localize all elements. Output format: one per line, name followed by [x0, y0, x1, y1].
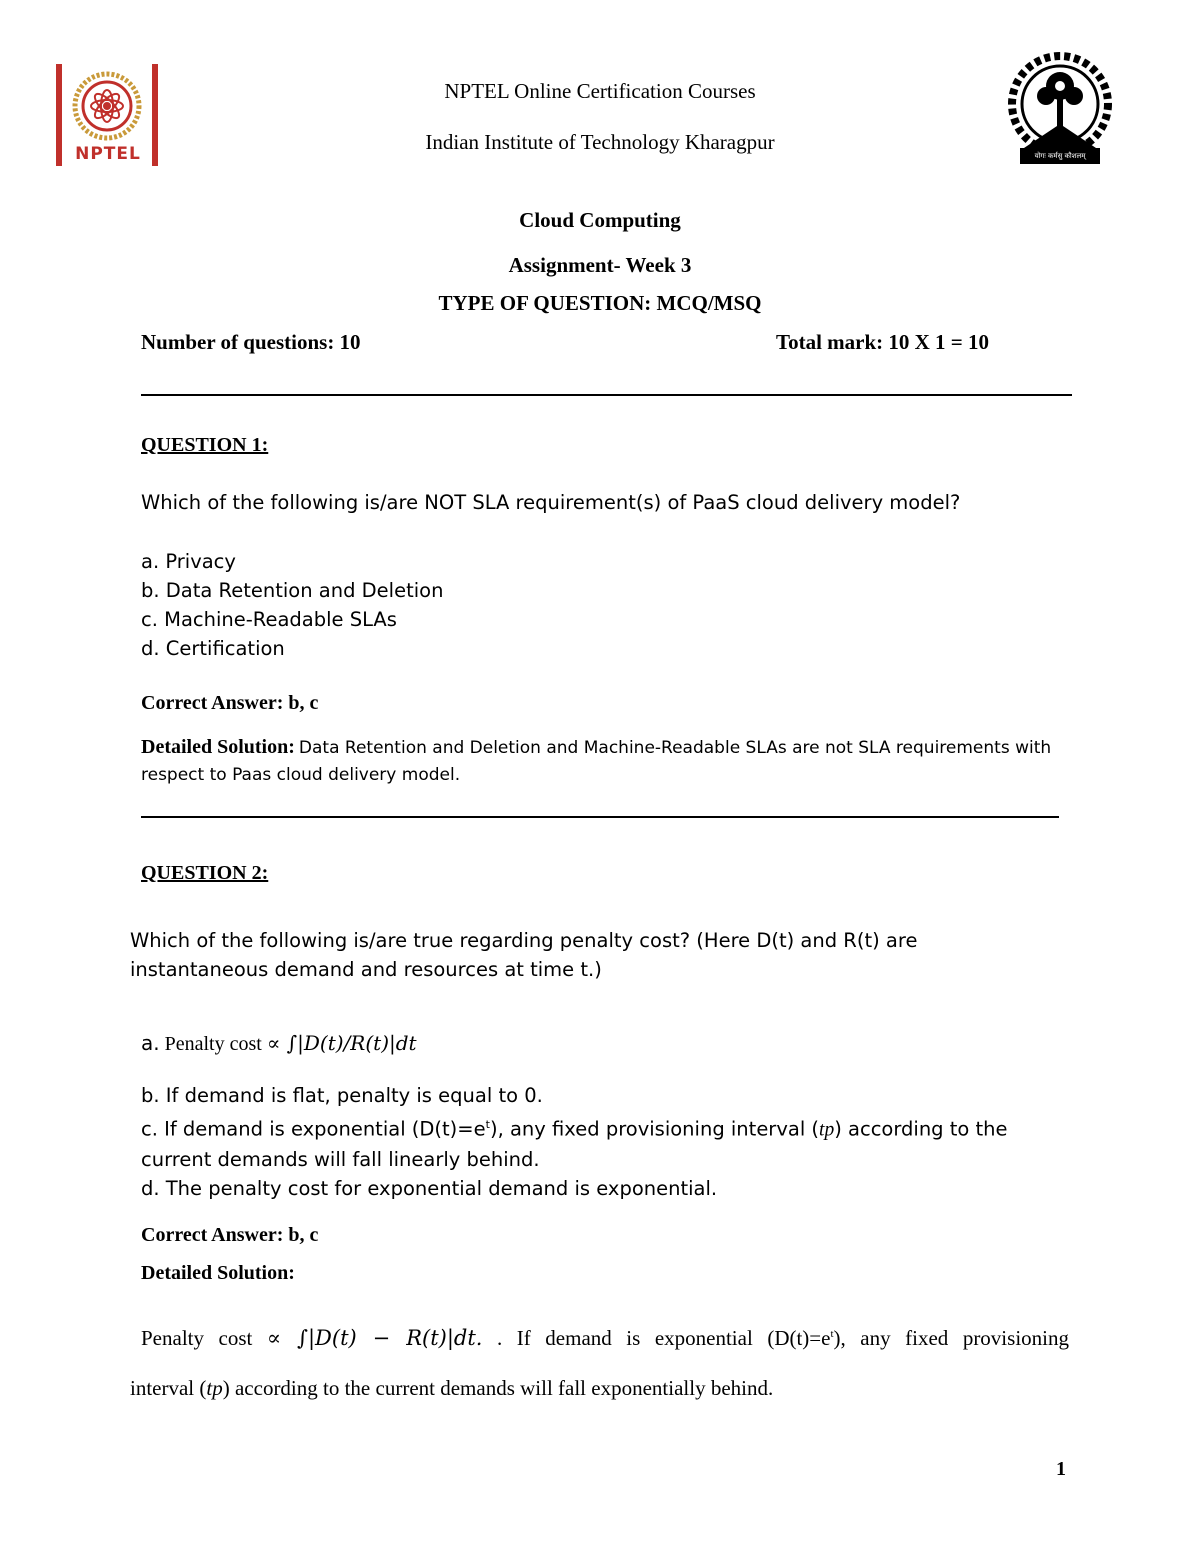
- answer-label: Correct Answer:: [141, 692, 284, 714]
- number-of-questions-value: : 10: [327, 330, 361, 354]
- header-line-1: NPTEL Online Certification Courses: [444, 79, 756, 103]
- question-2-solution-label: Detailed Solution:: [141, 1262, 295, 1284]
- option-c: c. Machine-Readable SLAs: [141, 608, 397, 631]
- question-1-solution: [141, 734, 1066, 789]
- q2-option-a: [141, 1031, 417, 1056]
- number-of-questions-label: Number of questions: [141, 330, 328, 354]
- option-a-text: Penalty cost: [164, 1033, 262, 1055]
- option-c: c. If demand is exponential $(D(t)=e^t)$, any fixed provisioning interval (tp) according to the current demands will fall linearly behind.: [141, 1117, 1008, 1171]
- question-type: TYPE OF QUESTION: MCQ/MSQ: [438, 291, 762, 315]
- option-d: d. Certification: [141, 637, 285, 660]
- assignment-title: Assignment- Week 3: [508, 253, 692, 277]
- iit-logo-motto: योगः कर्मसु कौशलम्: [1034, 152, 1086, 160]
- option-d: d. The penalty cost for exponential demand is exponential.: [141, 1176, 718, 1200]
- option-b: b. Data Retention and Deletion: [141, 579, 444, 602]
- solution-label: Detailed Solution:: [141, 736, 295, 758]
- question-2-text: Which of the following is/are true regarding penalty cost? (Here D(t) and R(t) are instantaneous demand and resources at time t.): [130, 929, 918, 981]
- divider: [141, 394, 1072, 396]
- answer-label: Correct Answer:: [141, 1224, 284, 1246]
- solution-text: Data Retention and Deletion and Machine-Readable SLAs are not SLA requirements with respect to Paas cloud delivery model.: [141, 738, 1052, 785]
- divider: [141, 816, 1059, 818]
- question-1-options: [141, 547, 443, 663]
- answer-value: b, c: [288, 1224, 319, 1246]
- total-mark: Total mark: 10 X 1 = 10: [776, 330, 990, 354]
- answer-value: b, c: [288, 692, 319, 714]
- option-a-formula: ∝ ∫|D(t)/R(t)|dt: [266, 1031, 417, 1055]
- question-2-solution-line-1: Penalty cost ∝ ∫|D(t) − R(t)|dt. . If demand is exponential $(D(t)=e^t)$, any fixed provisioning: [141, 1326, 1069, 1350]
- question-2-options: [141, 1081, 1071, 1203]
- solution-formula: ∝ ∫|D(t) − R(t)|dt.: [266, 1326, 483, 1350]
- option-a: a. Privacy: [141, 550, 236, 573]
- header-line-2: Indian Institute of Technology Kharagpur: [425, 130, 775, 154]
- number-of-questions: [141, 330, 361, 355]
- question-1-heading: QUESTION 1:: [141, 434, 269, 456]
- question-2-heading: QUESTION 2:: [141, 862, 269, 884]
- question-2-solution-line-2: interval (tp) according to the current demands will fall exponentially behind.: [130, 1376, 774, 1400]
- nptel-logo-text: NPTEL: [75, 144, 141, 164]
- question-1-answer: [141, 692, 318, 715]
- option-a-prefix: a.: [141, 1031, 160, 1055]
- question-2-answer: [141, 1224, 318, 1247]
- page-number: 1: [1056, 1458, 1066, 1480]
- option-b: b. If demand is flat, penalty is equal to 0.: [141, 1084, 543, 1107]
- course-title: Cloud Computing: [519, 208, 681, 232]
- question-1-text: Which of the following is/are NOT SLA requirement(s) of PaaS cloud delivery model?: [141, 491, 961, 514]
